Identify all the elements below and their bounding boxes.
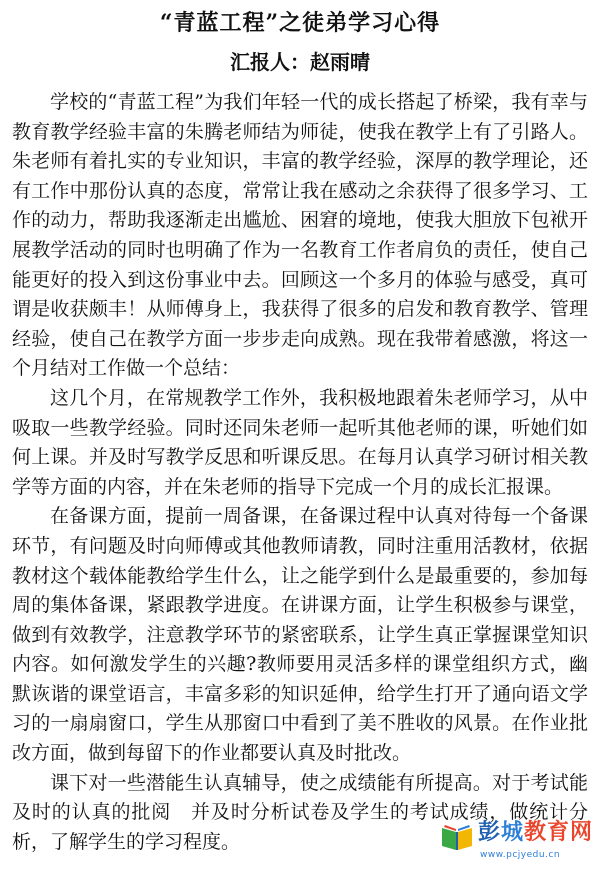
book-logo-icon [440,822,474,852]
paragraph: 课下对一些潜能生认真辅导，使之成绩能有所提高。对于考试能及时的认真的批阅 并及时分析试卷及学生的考试成绩，做统计分析，了解学生的学习程度。 [12,771,588,853]
reporter-line: 汇报人：赵雨晴 [230,50,370,74]
watermark-name-part: 城 [501,820,525,845]
paragraph: 在备课方面，提前一周备课，在备课过程中认真对待每一个备课环节，有问题及时向师傅或其他教师请教，同时注重用活教材，依据教材这个载体能教给学生什么，让之能学到什么是最重要的，参加每周的集体备课，紧跟教学进度。在讲课方面，让学生积极参与课堂，做到有效教学，注意教学环节的紧密联系，让学生真正掌握课堂知识内容。如何激发学生的兴趣?教师要用灵活多样的课堂组织方式，幽默诙谐的课堂语言，丰富多彩的知识延伸，给学生打开了通向语文学习的一扇扇窗口，学生从那窗口中看到了美不胜收的风景。在作业批改方面，做到每留下的作业都要认真及时批改。 [12,505,588,765]
watermark-name-part: 彭 [478,820,502,845]
watermark-name-part: 教育网 [524,820,594,845]
watermark-url: www.pcjyedu.cn [480,850,561,860]
site-watermark [438,818,594,868]
paragraph: 这几个月，在常规教学工作外，我积极地跟着朱老师学习，从中吸取一些教学经验。同时还同朱老师一起听其他老师的课，听她们如何上课。并及时写教学反思和听课反思。在每月认真学习研讨相关教学等方面的内容，并在朱老师的指导下完成一个月的成长汇报课。 [12,386,588,498]
document-body [12,88,588,857]
watermark-site-name [478,818,593,848]
paragraph: 学校的“青蓝工程”为我们年轻一代的成长搭起了桥梁，我有幸与教育教学经验丰富的朱腾老师结为师徒，使我在教学上有了引路人。朱老师有着扎实的专业知识，丰富的教学经验，深厚的教学理论，还有工作中那份认真的态度，常常让我在感动之余获得了很多学习、工作的动力，帮助我逐渐走出尴尬、困窘的境地，使我大胆放下包袱开展教学活动的同时也明确了作为一名教育工作者肩负的责任，使自己能更好的投入到这份事业中去。回顾这一个多月的体验与感受，真可谓是收获颇丰！从师傅身上，我获得了很多的启发和教育教学、管理经验，使自己在教学方面一步步走向成熟。现在我带着感激，将这一个月结对工作做一个总结： [12,91,588,380]
document-title: “青蓝工程”之徒弟学习心得 [159,10,441,36]
